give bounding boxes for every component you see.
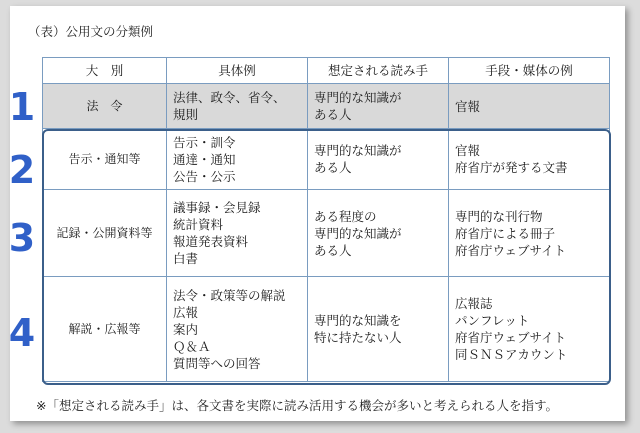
cell-line: 専門的な知識が xyxy=(314,143,402,158)
table-header-row xyxy=(43,58,610,84)
cell-line: 同ＳＮＳアカウント xyxy=(455,347,568,362)
row-readers xyxy=(308,277,449,382)
header-examples: 具体例 xyxy=(167,58,308,84)
row-media xyxy=(449,84,610,129)
cell-line: 告示・訓令 xyxy=(173,134,236,150)
row-examples xyxy=(167,129,308,190)
row-examples xyxy=(167,277,308,382)
row-category: 記録・公開資料等 xyxy=(43,190,167,277)
cell-line: 官報 xyxy=(455,143,481,158)
cell-line: ある人 xyxy=(314,160,352,175)
row-media xyxy=(449,190,610,277)
cell-line: 広報 xyxy=(173,304,199,320)
cell-line: 公告・公示 xyxy=(173,168,236,184)
classification-table xyxy=(42,57,610,382)
cell-line: 専門的な刊行物 xyxy=(455,208,543,224)
cell-line: 報道発表資料 xyxy=(173,234,249,249)
row-number-4: 4 xyxy=(8,311,36,355)
cell-line: 白書 xyxy=(173,251,199,266)
cell-line: ある人 xyxy=(314,242,352,258)
header-category: 大 別 xyxy=(43,58,167,84)
cell-line: 規則 xyxy=(173,107,199,122)
row-category: 告示・通知等 xyxy=(43,129,167,190)
cell-line: 質問等への回答 xyxy=(173,355,261,371)
cell-line: 府省庁が発する文書 xyxy=(455,160,568,175)
row-category: 解説・広報等 xyxy=(43,277,167,382)
table-row xyxy=(43,277,610,382)
cell-line: 法律、政令、省令、 xyxy=(173,90,286,105)
cell-line: 専門的な知識が xyxy=(314,225,402,241)
row-examples xyxy=(167,190,308,277)
row-media xyxy=(449,277,610,382)
row-examples xyxy=(167,84,308,129)
row-number-3: 3 xyxy=(8,216,36,260)
cell-line: 府省庁ウェブサイト xyxy=(455,242,567,258)
cell-line: 専門的な知識を xyxy=(314,313,402,328)
cell-line: 特に持たない人 xyxy=(314,330,402,345)
header-media: 手段・媒体の例 xyxy=(449,58,610,84)
table-caption: （表）公用文の分類例 xyxy=(28,24,154,39)
footnote: ※「想定される読み手」は、各文書を実際に読み活用する機会が多いと考えられる人を指す。 xyxy=(36,398,558,413)
row-category: 法 令 xyxy=(43,84,167,129)
row-readers xyxy=(308,190,449,277)
table-row xyxy=(43,190,610,277)
cell-line: ある程度の xyxy=(314,208,377,224)
cell-line: Ｑ＆Ａ xyxy=(173,338,211,354)
row-number-1: 1 xyxy=(8,85,36,129)
table-row xyxy=(43,84,610,129)
cell-line: 専門的な知識が xyxy=(314,90,402,105)
header-readers: 想定される読み手 xyxy=(308,58,449,84)
cell-line: 府省庁による冊子 xyxy=(455,225,556,241)
row-media xyxy=(449,129,610,190)
cell-line: 統計資料 xyxy=(173,217,224,232)
cell-line: 官報 xyxy=(455,98,481,114)
cell-line: ある人 xyxy=(314,107,352,122)
cell-line: 府省庁ウェブサイト xyxy=(455,330,567,345)
cell-line: 通達・通知 xyxy=(173,151,236,167)
row-readers xyxy=(308,129,449,190)
table-row xyxy=(43,129,610,190)
cell-line: 議事録・会見録 xyxy=(173,200,261,215)
cell-line: パンフレット xyxy=(455,313,530,328)
row-number-2: 2 xyxy=(8,148,36,192)
row-readers xyxy=(308,84,449,129)
cell-line: 広報誌 xyxy=(455,296,493,311)
cell-line: 案内 xyxy=(173,321,199,337)
cell-line: 法令・政策等の解説 xyxy=(173,287,286,303)
